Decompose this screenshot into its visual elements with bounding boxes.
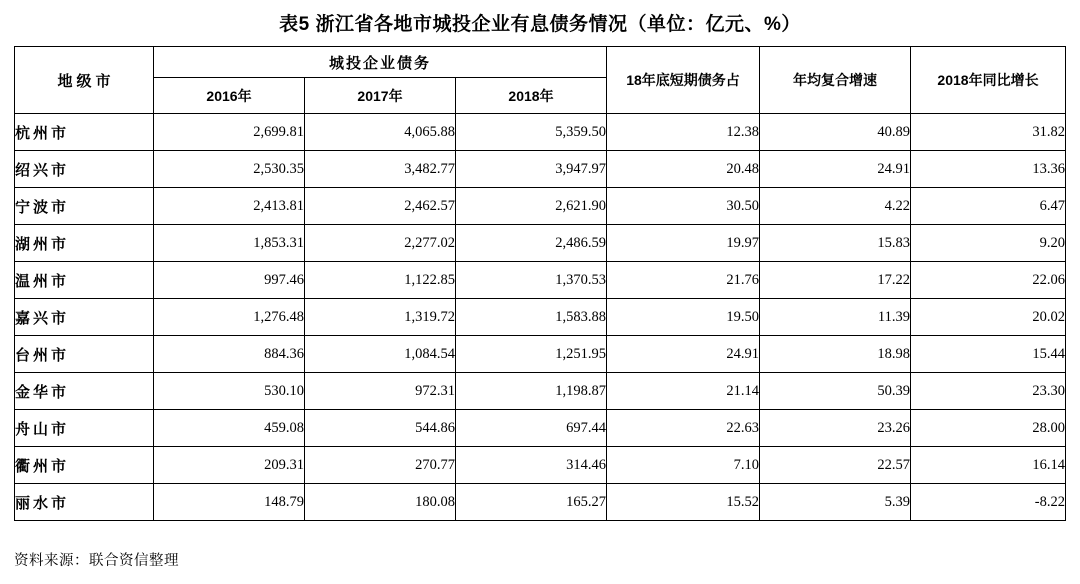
cell-y2016: 209.31 xyxy=(154,447,305,484)
cell-y2018: 314.46 xyxy=(456,447,607,484)
cell-short: 12.38 xyxy=(607,114,760,151)
cell-cagr: 22.57 xyxy=(760,447,911,484)
cell-y2016: 148.79 xyxy=(154,484,305,521)
cell-y2017: 544.86 xyxy=(305,410,456,447)
cell-city: 舟山市 xyxy=(15,410,154,447)
table-row xyxy=(15,299,1066,336)
cell-y2016: 884.36 xyxy=(154,336,305,373)
header-cagr: 年均复合增速 xyxy=(760,47,911,114)
cell-y2017: 180.08 xyxy=(305,484,456,521)
cell-cagr: 5.39 xyxy=(760,484,911,521)
cell-short: 7.10 xyxy=(607,447,760,484)
cell-cagr: 15.83 xyxy=(760,225,911,262)
cell-city: 绍兴市 xyxy=(15,151,154,188)
cell-cagr: 11.39 xyxy=(760,299,911,336)
table-title: 表5 浙江省各地市城投企业有息债务情况（单位：亿元、%） xyxy=(279,14,801,35)
table-row xyxy=(15,447,1066,484)
cell-short: 15.52 xyxy=(607,484,760,521)
cell-city: 衢州市 xyxy=(15,447,154,484)
cell-y2018: 2,621.90 xyxy=(456,188,607,225)
cell-yoy: 23.30 xyxy=(911,373,1066,410)
cell-cagr: 50.39 xyxy=(760,373,911,410)
header-yoy-2018: 2018年同比增长 xyxy=(911,47,1066,114)
cell-y2016: 1,276.48 xyxy=(154,299,305,336)
cell-short: 22.63 xyxy=(607,410,760,447)
cell-city: 台州市 xyxy=(15,336,154,373)
cell-y2017: 270.77 xyxy=(305,447,456,484)
cell-yoy: 31.82 xyxy=(911,114,1066,151)
cell-y2016: 997.46 xyxy=(154,262,305,299)
cell-yoy: 22.06 xyxy=(911,262,1066,299)
table-row xyxy=(15,151,1066,188)
cell-short: 21.76 xyxy=(607,262,760,299)
cell-y2017: 2,462.57 xyxy=(305,188,456,225)
cell-y2018: 1,251.95 xyxy=(456,336,607,373)
cell-y2016: 530.10 xyxy=(154,373,305,410)
cell-y2016: 2,413.81 xyxy=(154,188,305,225)
cell-y2018: 165.27 xyxy=(456,484,607,521)
cell-cagr: 24.91 xyxy=(760,151,911,188)
table-row xyxy=(15,225,1066,262)
cell-yoy: 9.20 xyxy=(911,225,1066,262)
cell-short: 30.50 xyxy=(607,188,760,225)
header-row-top xyxy=(15,47,1066,78)
header-year-2018: 2018年 xyxy=(456,78,607,114)
cell-yoy: -8.22 xyxy=(911,484,1066,521)
header-short-term-share: 18年底短期债务占 xyxy=(607,47,760,114)
cell-y2016: 1,853.31 xyxy=(154,225,305,262)
cell-cagr: 40.89 xyxy=(760,114,911,151)
cell-y2018: 1,370.53 xyxy=(456,262,607,299)
cell-cagr: 18.98 xyxy=(760,336,911,373)
cell-yoy: 16.14 xyxy=(911,447,1066,484)
cell-y2017: 4,065.88 xyxy=(305,114,456,151)
cell-cagr: 23.26 xyxy=(760,410,911,447)
cell-y2018: 2,486.59 xyxy=(456,225,607,262)
table-row xyxy=(15,114,1066,151)
cell-city: 杭州市 xyxy=(15,114,154,151)
cell-y2018: 5,359.50 xyxy=(456,114,607,151)
cell-y2018: 3,947.97 xyxy=(456,151,607,188)
header-group-debt: 城投企业债务 xyxy=(154,47,607,78)
cell-short: 19.97 xyxy=(607,225,760,262)
cell-city: 嘉兴市 xyxy=(15,299,154,336)
cell-y2016: 2,530.35 xyxy=(154,151,305,188)
table-body xyxy=(15,114,1066,521)
header-year-2016: 2016年 xyxy=(154,78,305,114)
cell-y2017: 1,319.72 xyxy=(305,299,456,336)
cell-yoy: 15.44 xyxy=(911,336,1066,373)
cell-cagr: 4.22 xyxy=(760,188,911,225)
table-row xyxy=(15,484,1066,521)
table-row xyxy=(15,410,1066,447)
cell-y2016: 2,699.81 xyxy=(154,114,305,151)
cell-short: 21.14 xyxy=(607,373,760,410)
cell-short: 20.48 xyxy=(607,151,760,188)
cell-y2017: 1,084.54 xyxy=(305,336,456,373)
cell-yoy: 28.00 xyxy=(911,410,1066,447)
cell-short: 24.91 xyxy=(607,336,760,373)
cell-y2017: 1,122.85 xyxy=(305,262,456,299)
cell-city: 宁波市 xyxy=(15,188,154,225)
cell-city: 丽水市 xyxy=(15,484,154,521)
table-row xyxy=(15,188,1066,225)
source-note: 资料来源：联合资信整理 xyxy=(14,553,179,569)
cell-y2017: 3,482.77 xyxy=(305,151,456,188)
cell-short: 19.50 xyxy=(607,299,760,336)
cell-y2017: 972.31 xyxy=(305,373,456,410)
cell-y2018: 1,198.87 xyxy=(456,373,607,410)
cell-y2018: 697.44 xyxy=(456,410,607,447)
debt-table xyxy=(14,46,1066,521)
cell-city: 湖州市 xyxy=(15,225,154,262)
table-row xyxy=(15,336,1066,373)
header-city: 地级市 xyxy=(15,47,154,114)
cell-y2016: 459.08 xyxy=(154,410,305,447)
cell-city: 温州市 xyxy=(15,262,154,299)
cell-yoy: 13.36 xyxy=(911,151,1066,188)
table-row xyxy=(15,262,1066,299)
cell-yoy: 6.47 xyxy=(911,188,1066,225)
cell-cagr: 17.22 xyxy=(760,262,911,299)
table-container xyxy=(0,46,1080,521)
table-row xyxy=(15,373,1066,410)
table-header xyxy=(15,47,1066,114)
cell-y2017: 2,277.02 xyxy=(305,225,456,262)
header-year-2017: 2017年 xyxy=(305,78,456,114)
cell-city: 金华市 xyxy=(15,373,154,410)
cell-y2018: 1,583.88 xyxy=(456,299,607,336)
cell-yoy: 20.02 xyxy=(911,299,1066,336)
